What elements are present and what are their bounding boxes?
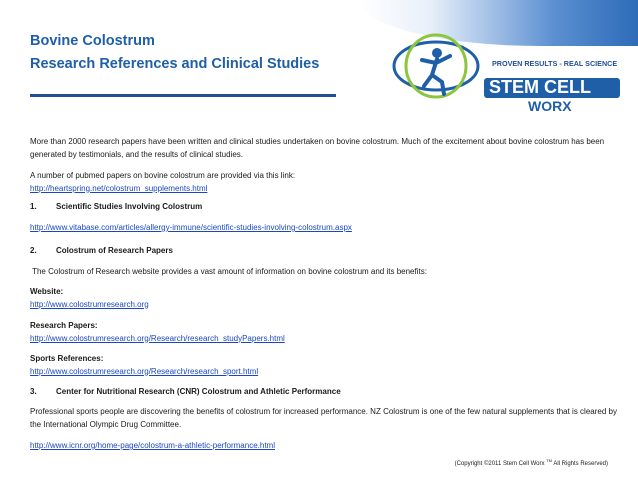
pubmed-text: A number of pubmed papers on bovine colostrum are provided via this link:	[30, 171, 296, 180]
section-heading-1	[30, 201, 628, 214]
section-3-description: Professional sports people are discovering the benefits of colostrum for increased performance. NZ Colostrum is one of the few natural supplements that is cleared by the International Olympic Drug Committee.	[30, 407, 617, 429]
website-link[interactable]: http://www.colostrumresearch.org	[30, 299, 149, 309]
copyright-notice	[455, 458, 608, 467]
website-resource	[30, 286, 628, 311]
section-title: Center for Nutritional Research (CNR) Colostrum and Athletic Performance	[56, 387, 341, 396]
title-line-2: Research References and Clinical Studies	[30, 56, 320, 72]
document-title	[30, 30, 319, 76]
copyright-prefix: (Copyright ©2011 Stem Cell Worx	[454, 461, 545, 467]
sports-references-link[interactable]: http://www.colostrumresearch.org/Research/research_sport.html	[30, 366, 259, 376]
vitabase-link[interactable]: http://www.vitabase.com/articles/allergy-immune/scientific-studies-involving-colostrum.aspx	[30, 223, 352, 232]
section-number: 1.	[30, 202, 37, 211]
section-heading-3	[30, 386, 628, 399]
copyright-suffix: All Rights Reserved)	[553, 461, 608, 467]
section-3-link-line	[30, 440, 628, 453]
trademark-mark: TM	[546, 458, 552, 463]
pubmed-intro	[30, 170, 628, 195]
resource-label: Sports References:	[30, 354, 104, 363]
section-1-link-line	[30, 222, 628, 235]
logo-tagline: PROVEN RESULTS - REAL SCIENCE	[492, 59, 618, 68]
section-2-description: The Colostrum of Research website provides a vast amount of information on bovine colostrum and its benefits:	[30, 267, 427, 276]
pubmed-link[interactable]: http://heartspring.net/colostrum_supplements.html	[30, 183, 208, 193]
research-papers-link[interactable]: http://www.colostrumresearch.org/Research/research_studyPapers.html	[30, 333, 285, 343]
section-title: Colostrum of Research Papers	[56, 246, 173, 255]
logo-brand-top: STEM CELL	[489, 77, 591, 97]
section-heading-2	[30, 245, 628, 258]
stem-cell-worx-logo	[392, 20, 628, 112]
section-number: 2.	[30, 246, 37, 255]
resource-label: Research Papers:	[30, 321, 98, 330]
section-title: Scientific Studies Involving Colostrum	[56, 202, 203, 211]
research-papers-resource	[30, 320, 628, 345]
resource-label: Website:	[30, 287, 64, 296]
sports-references-resource	[30, 353, 628, 378]
title-underline-rule	[30, 94, 336, 97]
logo-brand-bottom: WORX	[528, 98, 572, 112]
running-figure-globe-icon	[394, 35, 478, 97]
intro-paragraph: More than 2000 research papers have been written and clinical studies undertaken on bovine colostrum. Much of the excitement about bovine colostrum has been generated by testimonials, and the results of clinical studies.	[30, 137, 605, 159]
title-line-1: Bovine Colostrum	[30, 33, 155, 49]
icnr-link[interactable]: http://www.icnr.org/home-page/colostrum-a-athletic-performance.html	[30, 441, 275, 450]
section-number: 3.	[30, 387, 37, 396]
